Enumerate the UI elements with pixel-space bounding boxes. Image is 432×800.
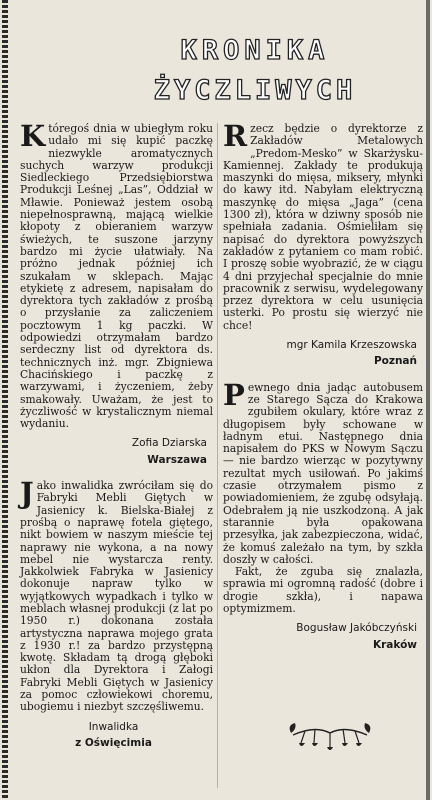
letter-1-dropcap: K: [20, 119, 46, 153]
right-border-decoration: [426, 0, 430, 800]
letter-3-place: Poznań: [373, 355, 417, 368]
left-border-decoration: [2, 0, 8, 800]
letter-2-place: z Oświęcimia: [75, 736, 152, 749]
flower-ornament: [285, 705, 375, 755]
letter-4-dropcap: P: [223, 377, 245, 412]
letter-4-body: ewnego dnia jadąc autobusem ze Starego Sącza do Krakowa zgubiłem okulary, które wraz z długopisem były schowane w ładnym etui. Następnego dnia napisałem do PKS w Nowym Sączu — nie bardzo wierząc w pozytywny rezultat mych usiłowań. Po jakimś czasie otrzymałem pismo z powiadomieniem, że zgubę odsyłają. Odebrałem ją nie uszkodzoną. A jak starannie była opakowana przesyłka, jak zabezpieczona, widać, że komuś zależało na tym, by szkła doszły w całości.: [223, 380, 423, 566]
right-column: [223, 119, 423, 651]
letter-3-signature: mgr Kamila Krzeszowska: [286, 339, 417, 352]
letter-2-signature: Inwalidka: [88, 720, 139, 733]
header-title-line1: KRONIKA: [180, 35, 330, 66]
column-divider: [217, 123, 218, 788]
letter-3-dropcap: R: [223, 119, 248, 153]
letter-4-place: Kraków: [372, 638, 417, 651]
letter-1: [20, 119, 213, 466]
letter-3: [223, 119, 423, 368]
left-column: [20, 119, 213, 749]
letter-4: [223, 377, 423, 651]
header-title-line2: ŻYCZLIWYCH: [153, 75, 357, 106]
letter-2-dropcap: J: [20, 476, 34, 511]
letter-2-body: ako inwalidka zwróciłam się do Fabryki Mebli Giętych w Jasienicy k. Bielska-Białej z prośbą o naprawę fotela giętego, nikt bowiem w naszym mieście tej naprawy nie wykona, a na nowy mebel nie wystarcza renty. Jakkolwiek Fabryka w Jasienicy dokonuje napraw tylko w wyjątkowych wypadkach i tylko w meblach własnej produkcji (z lat po 1950 r.) dokonana została artystyczna naprawa mojego grata z 1930 r.! za bardzo przystępną kwotę. Składam tą drogą głęboki ukłon dla Dyrektora i Załogi Fabryki Mebli Giętych w Jasienicy za pomoc człowiekowi choremu, ubogiemu i niezbyt szczęśliwemu.: [20, 479, 213, 714]
letter-4-signature: Bogusław Jakóbczyński: [296, 622, 417, 635]
letter-2: [20, 476, 213, 749]
letter-1-body: tóregoś dnia w ubiegłym roku udało mi się kupić paczkę niezwykle aromatycznych suchych warzyw produkcji Siedleckiego Przedsiębiorstwa Produkcji Leśnej „Las”, Oddział w Mławie. Ponieważ jestem osobą niepełnosprawną, mającą wielkie kłopoty z obieraniem warzyw świeżych, te suszone jarzyny bardzo mi życie ułatwiały. Na próżno jednak później ich szukałam w sklepach. Mając etykietę z adresem, napisałam do dyrektora tych zakładów z prośbą o przysłanie za zaliczeniem pocztowym 1 kg paczki. W odpowiedzi otrzymałam bardzo serdeczny list od dyrektora ds. technicznych inż. mgr. Zbigniewa Chacińskiego i paczkę z warzywami, i życzeniem, żeby smakowały. Uważam, że jest to życzliwość w krystalicznym niemal wydaniu.: [20, 122, 213, 431]
letter-4-body-2: Fakt, że zguba się znalazła, sprawia mi ogromną radość (dobre i drogie szkła), i napawa optymizmem.: [223, 565, 423, 615]
letter-1-signature: Zofia Dziarska: [131, 437, 207, 450]
column-header: [120, 34, 390, 114]
letter-3-body: zecz będzie o dyrektorze z Zakładów Metalowych „Predom-Mesko” w Skarżysku-Kamiennej. Zakłady te produkują maszynki do mięsa, miksery, młynki do kawy itd. Nabyłam elektryczną maszynkę do mięsa „Jaga” (cena 1300 zł), która w dziwny sposób nie spełniała zadania. Ośmieliłam się napisać do dyrektora powyższych zakładów z pytaniem co mam robić. I proszę sobie wyobrazić, że w ciągu 4 dni przyjechał specjalnie do mnie pracownik z serwisu, wydelegowany przez dyrektora w celu usunięcia usterki. Po prostu się wierzyć nie chce!: [223, 122, 423, 332]
letter-1-place: Warszawa: [147, 453, 207, 466]
